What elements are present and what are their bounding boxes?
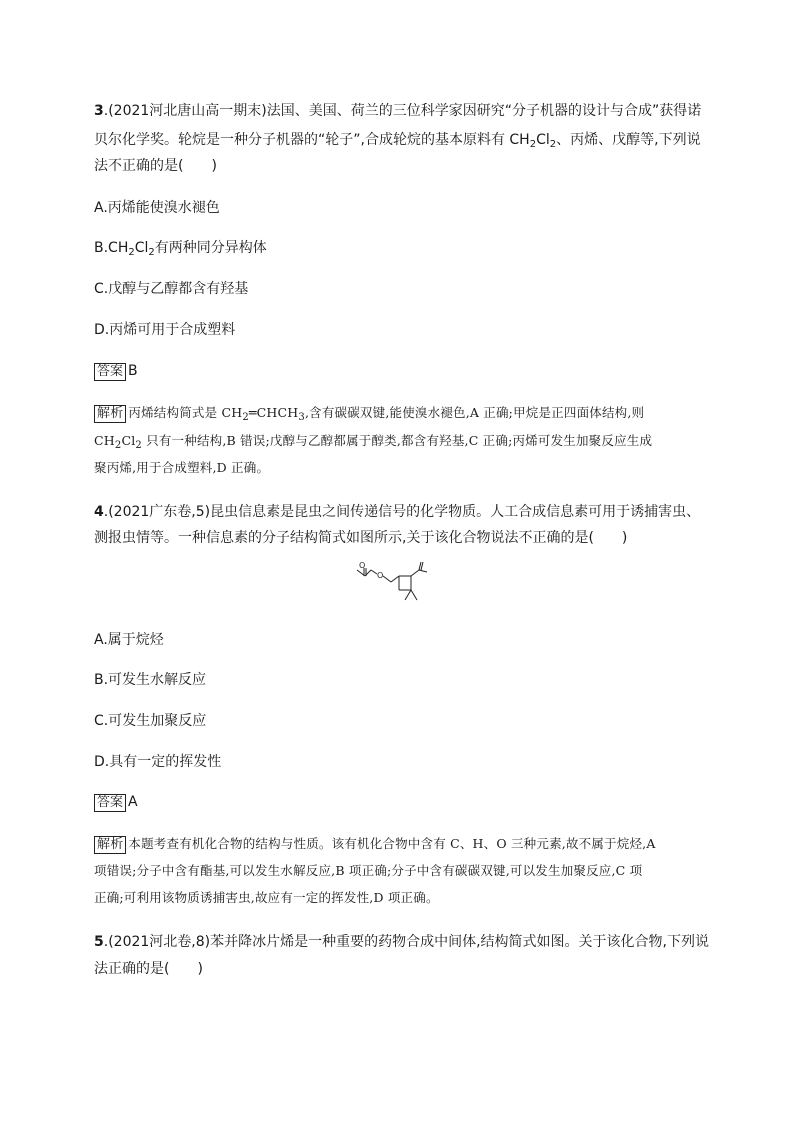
q4-number: 4 [94,504,104,520]
carbonyl-oxygen-label: O [359,561,366,570]
answer-tag: 答案 [94,794,126,812]
q4-analysis-line-1: 解析 本题考查有机化合物的结构与性质。该有机化合物中含有 C、H、O 三种元素,故不属于烷烃,A [94,834,656,854]
q3-line-1: 3.(2021河北唐山高一期末)法国、美国、荷兰的三位科学家因研究“分子机器的设计与合成”获得诺 [94,103,702,119]
q4-analysis-line-2: 项错误;分子中含有酯基,可以发生水解反应,B 项正确;分子中含有碳碳双键,可以发生加聚反应,C 项 [94,863,643,878]
q5-line-1: 5.(2021河北卷,8)苯并降冰片烯是一种重要的药物合成中间体,结构简式如图。关于该化合物,下列说 [94,934,710,950]
pheromone-structure-image [355,560,445,610]
q3-option-c: C.戊醇与乙醇都含有羟基 [94,281,249,297]
answer-tag: 答案 [94,363,126,381]
q4-line-2: 测报虫情等。一种信息素的分子结构简式如图所示,关于该化合物说法不正确的是( ) [94,530,628,546]
q4-line-1: 4.(2021广东卷,5)昆虫信息素是昆虫之间传递信号的化学物质。人工合成信息素可用于诱捕害虫、 [94,504,701,520]
q3-option-a: A.丙烯能使溴水褪色 [94,200,220,216]
q4-analysis-line-3: 正确;可利用该物质诱捕害虫,故应有一定的挥发性,D 项正确。 [94,890,439,905]
q3-option-b: $B.CH_2Cl_2$有两种同分异构体 [94,240,267,258]
q4-option-a: A.属于烷烃 [94,632,164,648]
q4-option-d: D.具有一定的挥发性 [94,754,222,770]
q3-analysis-line-3: 聚丙烯,用于合成塑料,D 正确。 [94,460,270,475]
q5-line-2: 法正确的是( ) [94,961,203,977]
q4-answer: 答案 A [94,792,138,812]
q4-option-b: B.可发生水解反应 [94,672,207,688]
q3-analysis-line-1: 解析 丙烯结构简式是 $CH_2═CHCH_3$,含有碳碳双键,能使溴水褪色,A 正确;甲烷是正四面体结构,则 [94,403,644,423]
analysis-tag: 解析 [94,405,126,423]
analysis-tag: 解析 [94,836,126,854]
q3-option-d: D.丙烯可用于合成塑料 [94,322,236,338]
q3-answer: 答案 B [94,361,138,381]
q3-line-2: 贝尔化学奖。轮烷是一种分子机器的“轮子”,合成轮烷的基本原料有 $CH_2Cl_2$、丙烯、戊醇等,下列说 [94,132,701,150]
q5-number: 5 [94,934,104,950]
q3-number: 3 [94,103,104,119]
q3-analysis-line-2: $CH_2Cl_2$ 只有一种结构,B 错误;戊醇与乙醇都属于醇类,都含有羟基,C 正确;丙烯可发生加聚反应生成 [94,433,653,451]
q3-line-3: 法不正确的是( ) [94,158,217,174]
q4-option-c: C.可发生加聚反应 [94,713,207,729]
ester-oxygen-label: O [377,571,384,580]
